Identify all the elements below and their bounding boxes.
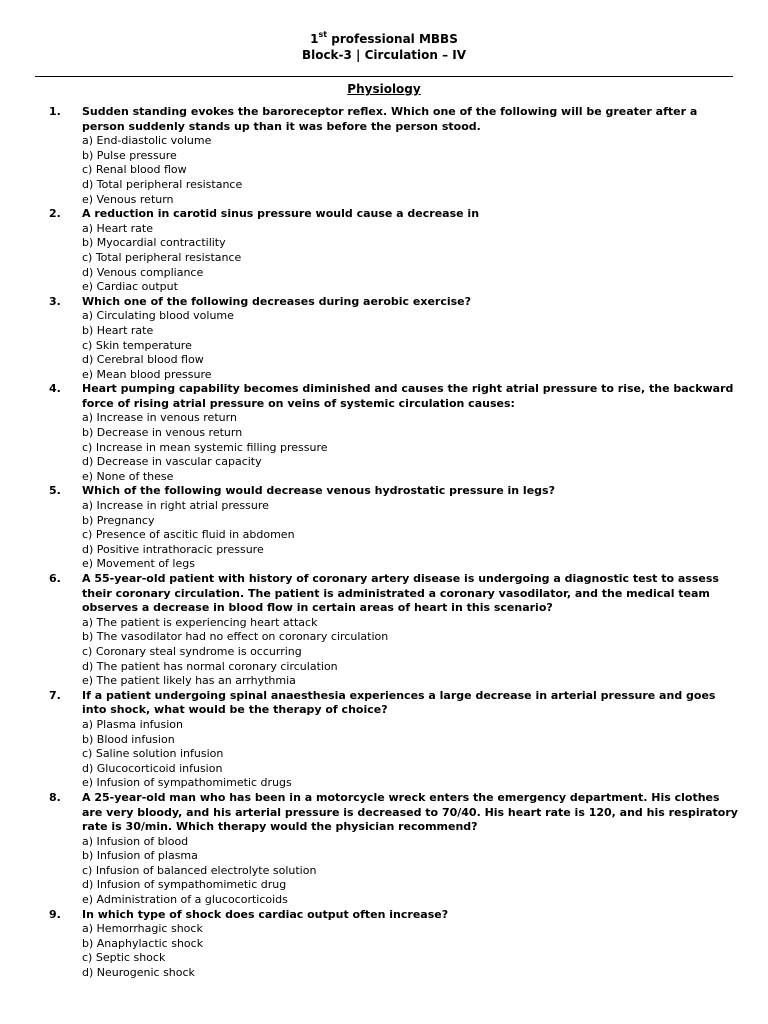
section-title: Physiology xyxy=(347,82,421,96)
question-item xyxy=(0,105,768,207)
question-item xyxy=(0,791,768,908)
answer-option: c) Renal blood flow xyxy=(82,163,187,177)
answer-option: b) Decrease in venous return xyxy=(82,426,243,440)
header-divider xyxy=(35,76,733,77)
answer-option: a) Increase in right atrial pressure xyxy=(82,499,269,513)
question-text: Heart pumping capability becomes diminished and causes the right atrial pressure to rise, the backward force of rising atrial pressure on veins of systemic circulation causes: xyxy=(82,382,734,410)
answer-option: b) Anaphylactic shock xyxy=(82,936,204,950)
answer-option: a) Increase in venous return xyxy=(82,411,237,425)
question-list xyxy=(0,105,768,981)
course-name: professional MBBS xyxy=(327,32,458,46)
question-text: A 55-year-old patient with history of coronary artery disease is undergoing a diagnostic test to assess their coronary circulation. The patient is administrated a coronary vasodilator, and the medical team observes a decrease in blood flow in certain areas of heart in this scenario? xyxy=(82,572,719,615)
answer-option: a) End-diastolic volume xyxy=(82,134,212,148)
question-item xyxy=(0,908,768,981)
question-number: 1. xyxy=(49,105,61,118)
question-item xyxy=(0,689,768,791)
question-text: A reduction in carotid sinus pressure would cause a decrease in xyxy=(82,207,480,221)
answer-option: c) Septic shock xyxy=(82,951,166,965)
answer-option: b) Infusion of plasma xyxy=(82,849,198,863)
question-item xyxy=(0,572,768,689)
question-number: 9. xyxy=(49,907,61,921)
answer-option: d) Infusion of sympathomimetic drug xyxy=(82,878,287,892)
answer-option: e) Venous return xyxy=(82,192,174,206)
answer-option: c) Saline solution infusion xyxy=(82,747,224,761)
answer-option: a) Infusion of blood xyxy=(82,834,189,848)
question-number: 3. xyxy=(49,294,61,308)
question-number: 6. xyxy=(49,572,61,585)
answer-option: d) Neurogenic shock xyxy=(82,966,195,980)
answer-option: a) Plasma infusion xyxy=(82,717,184,731)
answer-option: d) Decrease in vascular capacity xyxy=(82,455,262,469)
answer-option: c) Presence of ascitic fluid in abdomen xyxy=(82,528,295,542)
document-header xyxy=(0,31,768,63)
question-text: In which type of shock does cardiac output often increase? xyxy=(82,907,449,921)
question-number: 4. xyxy=(49,382,61,396)
answer-option: b) Myocardial contractility xyxy=(82,236,226,250)
answer-option: d) Venous compliance xyxy=(82,265,204,279)
question-number: 2. xyxy=(49,207,61,221)
question-item xyxy=(0,484,768,572)
answer-option: a) Heart rate xyxy=(82,221,153,235)
question-number: 5. xyxy=(49,484,61,498)
answer-option: c) Skin temperature xyxy=(82,338,192,352)
answer-option: e) Administration of a glucocorticoids xyxy=(82,893,288,907)
answer-option: e) None of these xyxy=(82,469,174,483)
answer-option: a) Circulating blood volume xyxy=(82,309,234,323)
answer-option: d) Total peripheral resistance xyxy=(82,177,243,191)
answer-option: c) Total peripheral resistance xyxy=(82,250,242,264)
question-text: Sudden standing evokes the baroreceptor reflex. Which one of the following will be greater after a person suddenly stands up than it was before the person stood. xyxy=(82,105,698,133)
answer-option: c) Coronary steal syndrome is occurring xyxy=(82,644,302,658)
question-item xyxy=(0,295,768,383)
answer-option: e) Infusion of sympathomimetic drugs xyxy=(82,776,292,790)
answer-option: d) Cerebral blood flow xyxy=(82,353,204,367)
question-number: 8. xyxy=(49,790,61,804)
answer-option: e) The patient likely has an arrhythmia xyxy=(82,674,296,688)
answer-option: d) Glucocorticoid infusion xyxy=(82,761,223,775)
answer-option: b) Heart rate xyxy=(82,323,154,337)
course-title xyxy=(0,31,768,47)
answer-option: b) Pulse pressure xyxy=(82,148,177,162)
answer-option: e) Movement of legs xyxy=(82,557,195,571)
question-text: Which one of the following decreases during aerobic exercise? xyxy=(82,294,472,308)
answer-option: b) The vasodilator had no effect on coronary circulation xyxy=(82,630,389,644)
course-year: 1 xyxy=(310,32,319,46)
question-item xyxy=(0,207,768,295)
question-item xyxy=(0,382,768,484)
answer-option: e) Mean blood pressure xyxy=(82,367,212,381)
answer-option: b) Pregnancy xyxy=(82,513,155,527)
question-text: Which of the following would decrease venous hydrostatic pressure in legs? xyxy=(82,484,555,498)
question-number: 7. xyxy=(49,688,61,702)
answer-option: e) Cardiac output xyxy=(82,280,178,294)
block-title: Block-3 | Circulation – IV xyxy=(301,48,467,62)
answer-option: b) Blood infusion xyxy=(82,732,175,746)
answer-option: c) Increase in mean systemic filling pressure xyxy=(82,440,328,454)
course-year-suffix: st xyxy=(318,30,328,39)
answer-option: c) Infusion of balanced electrolyte solution xyxy=(82,863,317,877)
answer-option: a) The patient is experiencing heart attack xyxy=(82,615,318,629)
answer-option: a) Hemorrhagic shock xyxy=(82,922,203,936)
answer-option: d) The patient has normal coronary circulation xyxy=(82,659,338,673)
question-text: A 25-year-old man who has been in a motorcycle wreck enters the emergency department. His clothes are very bloody, and his arterial pressure is decreased to 70/40. His heart rate is 120, and his respiratory rate is 30/min. Which therapy would the physician recommend? xyxy=(82,790,738,834)
answer-option: d) Positive intrathoracic pressure xyxy=(82,542,264,556)
question-text: If a patient undergoing spinal anaesthesia experiences a large decrease in arterial pressure and goes into shock, what would be the therapy of choice? xyxy=(82,688,716,717)
